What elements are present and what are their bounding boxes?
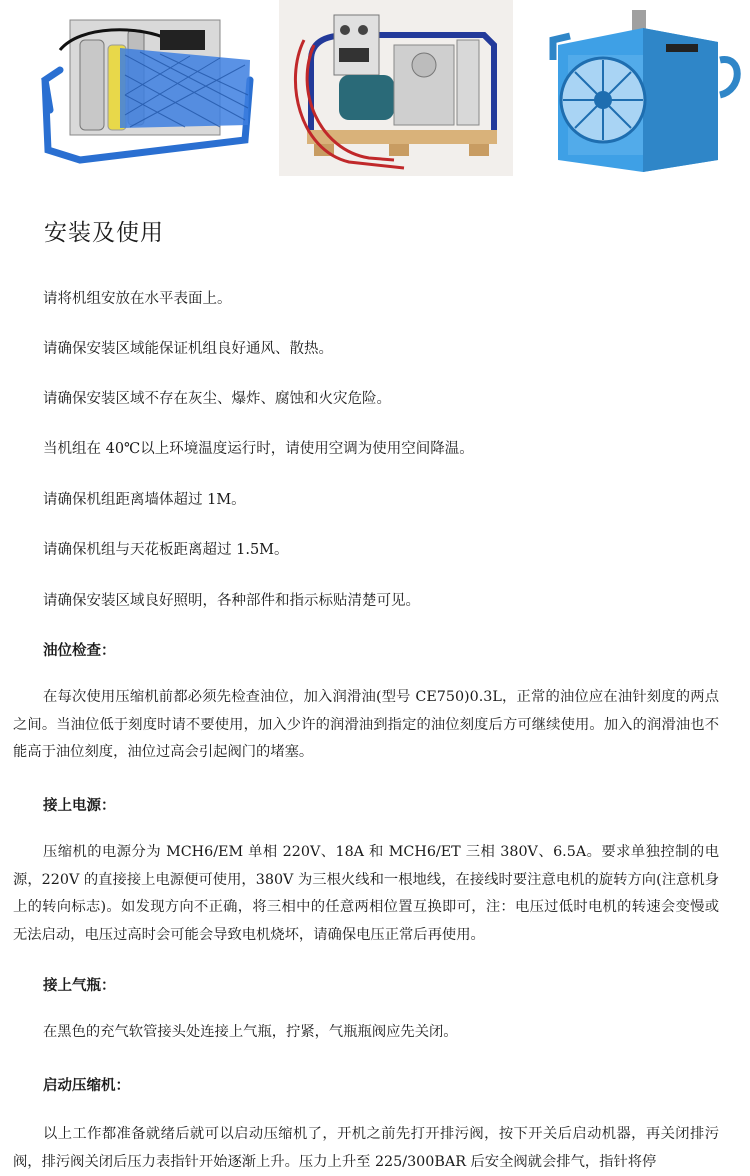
install-item: 请确保安装区域能保证机组良好通风、散热。 bbox=[43, 341, 333, 357]
compressor-photo-2-icon bbox=[279, 0, 513, 176]
product-photo-strip bbox=[0, 0, 750, 176]
install-item: 请确保机组与天花板距离超过 1.5M。 bbox=[43, 542, 289, 558]
compressor-photo-2 bbox=[279, 0, 513, 176]
compressor-photo-1-icon bbox=[20, 0, 270, 176]
compressor-photo-3 bbox=[548, 0, 748, 176]
install-item: 当机组在 40℃以上环境温度运行时，请使用空调为使用空间降温。 bbox=[43, 441, 474, 457]
compressor-photo-3-icon bbox=[548, 0, 748, 176]
section-body-cylinder: 在黑色的充气软管接头处连接上气瓶，拧紧，气瓶瓶阀应先关闭。 bbox=[43, 1024, 458, 1040]
install-item: 请确保机组距离墙体超过 1M。 bbox=[43, 492, 246, 508]
section-body-oil-check: 在每次使用压缩机前都必须先检查油位，加入润滑油(型号 CE750)0.3L，正常的油位应在油针刻度的两点之间。当油位低于刻度时请不要使用，加入少许的润滑油到指定的油位刻度后方可继续使用。加入的润滑油也不能高于油位刻度，油位过高会引起阀门的堵塞。 bbox=[13, 689, 719, 760]
install-item: 请将机组安放在水平表面上。 bbox=[43, 291, 232, 307]
section-heading-power: 接上电源： bbox=[43, 798, 116, 814]
compressor-photo-1 bbox=[20, 0, 270, 176]
page-title: 安装及使用 bbox=[44, 220, 164, 246]
section-body-start: 以上工作都准备就绪后就可以启动压缩机了，开机之前先打开排污阀，按下开关后启动机器，再关闭排污阀，排污阀关闭后压力表指针开始逐渐上升。压力上升至 225/300BAR 后安全阀就会排气，指针将停 bbox=[13, 1126, 719, 1170]
install-item: 请确保安装区域良好照明，各种部件和指示标贴清楚可见。 bbox=[43, 593, 420, 609]
install-item: 请确保安装区域不存在灰尘、爆炸、腐蚀和火灾危险。 bbox=[43, 391, 391, 407]
section-heading-cylinder: 接上气瓶： bbox=[43, 978, 116, 994]
section-heading-oil-check: 油位检查： bbox=[43, 643, 116, 659]
section-heading-start: 启动压缩机： bbox=[43, 1078, 130, 1094]
section-body-power: 压缩机的电源分为 MCH6/EM 单相 220V、18A 和 MCH6/ET 三相 380V、6.5A。要求单独控制的电源，220V 的直接接上电源便可使用，380V 为三根火线和一根地线，在接线时要注意电机的旋转方向(注意机身上的转向标志)。如发现方向不正确，将三相中的任意两相位置互换即可，注：电压过低时电机的转速会变慢或无法启动，电压过高时会可能会导致电机烧坏，请确保电压正常后再使用。 bbox=[13, 844, 719, 943]
